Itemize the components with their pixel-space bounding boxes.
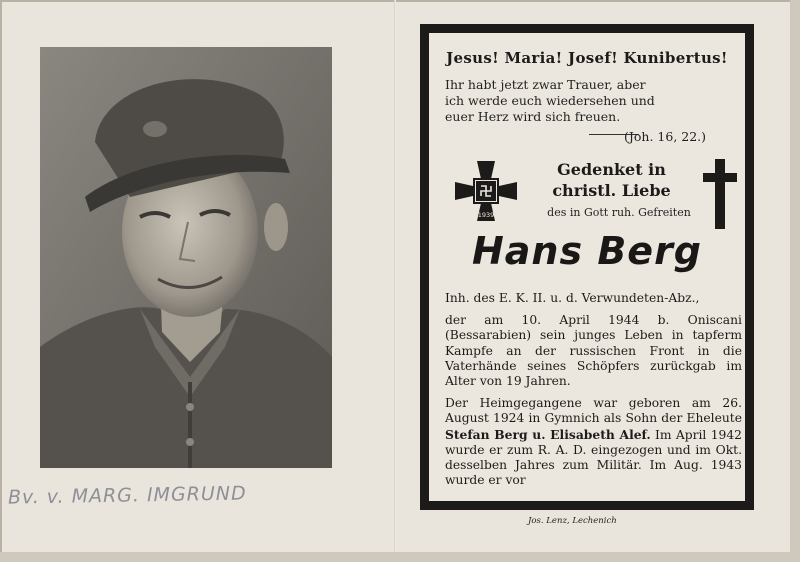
printer-credit: Jos. Lenz, Lechenich — [528, 516, 617, 526]
verse-line: ich werde euch wiedersehen und — [445, 93, 655, 108]
memorial-text-frame — [420, 24, 754, 510]
service-text: Im April 1942 wurde er zum R. A. D. eingezogen und im Okt. desselben Jahres zum Militär. Im Aug. 1943 wurde er vor — [445, 427, 742, 488]
card-fold — [394, 0, 396, 552]
iron-cross-year: 1939 — [477, 211, 495, 219]
deceased-name: Hans Berg — [471, 229, 703, 273]
parents-names: Stefan Berg u. Elisabeth Alef. — [445, 426, 651, 442]
invocation-header: Jesus! Maria! Josef! Kunibertus! — [446, 49, 728, 67]
verse-line: euer Herz wird sich freuen. — [445, 109, 621, 124]
remembrance-line-2: christl. Liebe — [552, 181, 671, 200]
rank-line: des in Gott ruh. Gefreiten — [547, 206, 691, 219]
birth-text: Der Heimgegangene war geboren am 26. August 1924 in Gymnich als Sohn der Eheleute — [445, 396, 742, 426]
remembrance-line-1: Gedenket in — [557, 160, 666, 179]
handwritten-note: Bv. v. MARG. IMGRUND — [7, 482, 247, 509]
iron-cross-icon — [455, 159, 517, 223]
bible-verse — [445, 77, 739, 125]
verse-line: Ihr habt jetzt zwar Trauer, aber — [445, 77, 646, 92]
latin-cross-icon — [703, 159, 737, 229]
biography — [445, 291, 742, 495]
verse-reference: (Joh. 16, 22.) — [624, 129, 707, 144]
decorations-line: Inh. des E. K. II. u. d. Verwundeten-Abz., — [445, 291, 700, 305]
remembrance-heading — [519, 159, 704, 201]
death-paragraph: der am 10. April 1944 b. Oniscani (Bessarabien) sein junges Leben in tapferm Kampfe an der russischen Front in die Vaterhände seines Schöpfers zurückgab im Alter von 19 Jahren. — [445, 313, 742, 389]
life-paragraph — [445, 396, 742, 488]
portrait-soldier-image — [40, 47, 332, 468]
portrait-photo — [40, 47, 332, 468]
